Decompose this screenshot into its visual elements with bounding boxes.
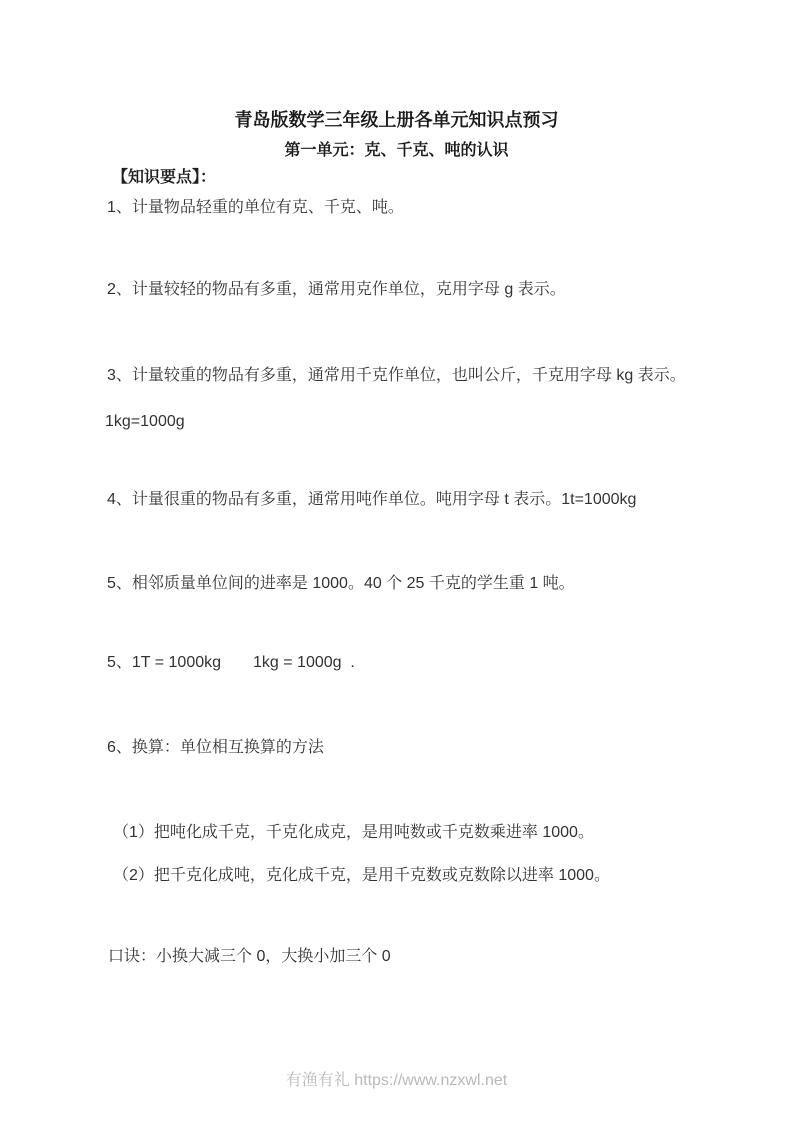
knowledge-point-2: 2、计量较轻的物品有多重，通常用克作单位，克用字母 g 表示。	[107, 281, 566, 298]
conversion-rule-1: （1）把吨化成千克，千克化成克，是用吨数或千克数乘进率 1000。	[113, 824, 594, 841]
knowledge-point-4: 4、计量很重的物品有多重，通常用吨作单位。吨用字母 t 表示。1t=1000kg	[107, 491, 637, 508]
footer-watermark: 有渔有礼 https://www.nzxwl.net	[285, 1072, 508, 1089]
formula-kg-to-g: 1kg=1000g	[105, 413, 185, 430]
doc-subtitle: 第一单元：克、千克、吨的认识	[284, 142, 509, 159]
knowledge-point-5: 5、相邻质量单位间的进率是 1000。40 个 25 千克的学生重 1 吨。	[107, 575, 575, 592]
knowledge-point-6: 6、换算：单位相互换算的方法	[107, 739, 324, 756]
doc-title: 青岛版数学三年级上册各单元知识点预习	[234, 110, 559, 130]
knowledge-point-1: 1、计量物品轻重的单位有克、千克、吨。	[107, 199, 404, 216]
section-heading: 【知识要点】：	[112, 169, 217, 186]
mnemonic-line: 口诀：小换大减三个 0，大换小加三个 0	[108, 948, 391, 965]
knowledge-point-5-formulas: 5、1T = 1000kg 1kg = 1000g .	[107, 654, 355, 671]
conversion-rule-2: （2）把千克化成吨，克化成千克，是用千克数或克数除以进率 1000。	[113, 867, 610, 884]
knowledge-point-3: 3、计量较重的物品有多重，通常用千克作单位，也叫公斤，千克用字母 kg 表示。	[107, 367, 686, 384]
